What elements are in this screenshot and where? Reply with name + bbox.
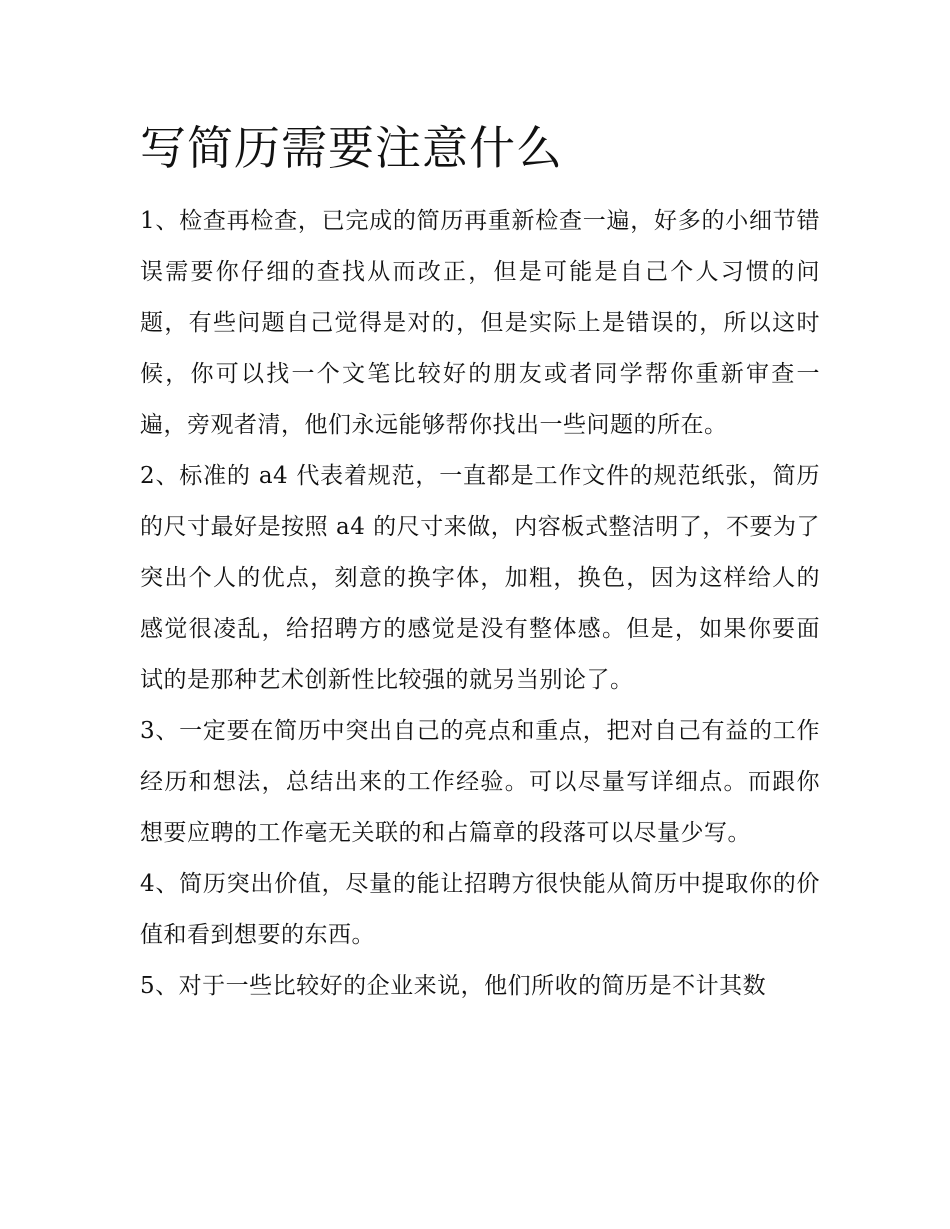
paragraph-3: 3、一定要在简历中突出自己的亮点和重点，把对自己有益的工作经历和想法，总结出来的工作经验。可以尽量写详细点。而跟你想要应聘的工作毫无关联的和占篇章的段落可以尽量少写。 — [140, 718, 820, 846]
paragraph-5: 5、对于一些比较好的企业来说，他们所收的简历是不计其数 — [140, 973, 767, 999]
document-title: 写简历需要注意什么 — [140, 121, 563, 175]
document-body — [140, 112, 820, 1012]
paragraph-2: 2、标准的 a4 代表着规范，一直都是工作文件的规范纸张，简历的尺寸最好是按照 a4 的尺寸来做，内容板式整洁明了，不要为了突出个人的优点，刻意的换字体，加粗，换色，因为这样给人的感觉很凌乱，给招聘方的感觉是没有整体感。但是，如果你要面试的是那种艺术创新性比较强的就另当别论了。 — [140, 463, 820, 693]
paragraph-1: 1、检查再检查，已完成的简历再重新检查一遍，好多的小细节错误需要你仔细的查找从而改正，但是可能是自己个人习惯的问题，有些问题自己觉得是对的，但是实际上是错误的，所以这时候，你可以找一个文笔比较好的朋友或者同学帮你重新审查一遍，旁观者清，他们永远能够帮你找出一些问题的所在。 — [140, 208, 820, 438]
paragraph-4: 4、简历突出价值，尽量的能让招聘方很快能从简历中提取你的价值和看到想要的东西。 — [140, 871, 820, 948]
